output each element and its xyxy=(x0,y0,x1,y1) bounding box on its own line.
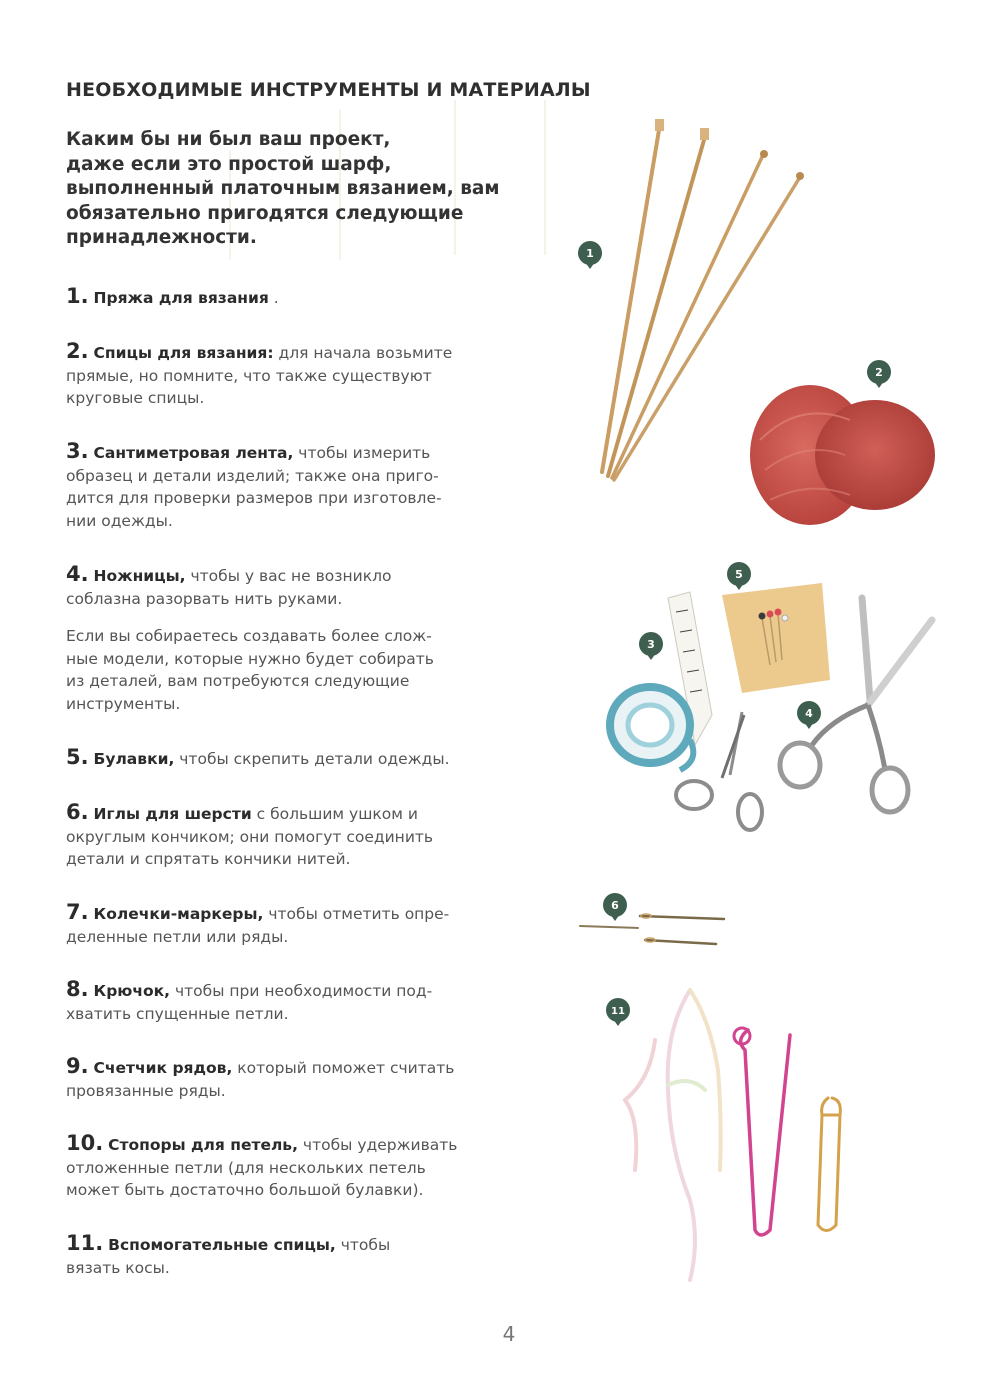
item-text: нии одежды. xyxy=(66,511,173,530)
item-term: Крючок, xyxy=(93,982,171,1000)
item-number: 5. xyxy=(66,745,89,769)
pins-fabric-image xyxy=(722,583,830,693)
paragraph-line: ные модели, которые нужно будет собирать xyxy=(66,649,434,668)
item-term: Колечки-маркеры, xyxy=(93,905,264,923)
tape-measure-image xyxy=(610,592,712,770)
item-text: для начала возьмите xyxy=(273,344,453,362)
item-term: Иглы для шерсти xyxy=(93,805,252,823)
item-text: прямые, но помните, что также существуют xyxy=(66,366,432,385)
badge-1 xyxy=(578,241,602,269)
item-text: круговые спицы. xyxy=(66,389,205,407)
badge-3 xyxy=(639,632,663,660)
badge-label: 5 xyxy=(735,568,743,581)
badge-2 xyxy=(867,360,891,388)
item-term: Вспомогательные спицы, xyxy=(108,1236,336,1254)
item-text: округлым кончиком; они помогут соединить xyxy=(66,827,434,846)
item-text: соблазна разорвать нить руками. xyxy=(66,589,343,608)
item-text: чтобы скрепить детали одежды. xyxy=(174,750,450,768)
item-text: деленные петли или ряды. xyxy=(66,927,289,946)
paragraph-line: инструменты. xyxy=(66,694,181,713)
item-term: Счетчик рядов, xyxy=(93,1059,233,1077)
badge-label: 11 xyxy=(611,1006,625,1017)
page-heading: НЕОБХОДИМЫЕ ИНСТРУМЕНТЫ И МАТЕРИАЛЫ xyxy=(66,79,591,101)
item-term: Сантиметровая лента, xyxy=(93,444,294,462)
page-number: 4 xyxy=(502,1322,516,1346)
badge-label: 2 xyxy=(875,366,883,379)
item-number: 3. xyxy=(66,439,89,463)
item-text: отложенные петли (для нескольких петель xyxy=(66,1158,426,1177)
intro-line: Каким бы ни был ваш проект, xyxy=(66,129,391,150)
badge-5 xyxy=(727,562,751,590)
item-number: 6. xyxy=(66,800,89,824)
item-text: может быть достаточно большой булавки). xyxy=(66,1181,424,1199)
item-text: чтобы отметить опре- xyxy=(263,905,450,923)
item-text: хватить спущенные петли. xyxy=(66,1004,289,1023)
item-text: чтобы у вас не возникло xyxy=(185,567,392,585)
item-text: чтобы удерживать xyxy=(298,1136,458,1154)
badge-label: 1 xyxy=(586,247,594,260)
item-term: Спицы для вязания: xyxy=(93,344,274,362)
item-number: 8. xyxy=(66,977,89,1001)
intro-line: принадлежности. xyxy=(66,227,257,248)
badge-6 xyxy=(603,893,627,921)
item-text: чтобы измерить xyxy=(293,444,431,462)
item-number: 1. xyxy=(66,284,89,308)
item-term: Булавки, xyxy=(93,750,175,768)
item-text: дится для проверки размеров при изготовле- xyxy=(66,489,442,507)
intro-line: обязательно пригодятся следующие xyxy=(66,202,464,224)
item-text: провязанные ряды. xyxy=(66,1081,226,1100)
item-number: 9. xyxy=(66,1054,89,1078)
item-text: с большим ушком и xyxy=(251,805,418,823)
item-number: 2. xyxy=(66,339,89,363)
item-number: 4. xyxy=(66,562,89,586)
item-text: чтобы xyxy=(335,1236,391,1254)
item-term: Стопоры для петель, xyxy=(108,1136,298,1154)
badge-4 xyxy=(797,701,821,729)
cable-needles-image xyxy=(625,990,840,1280)
item-text: . xyxy=(268,289,279,307)
item-text: образец и детали изделий; также она приго- xyxy=(66,466,439,485)
item-number: 10. xyxy=(66,1131,104,1155)
paragraph-line: Если вы собираетесь создавать более слож- xyxy=(66,627,432,645)
badge-11 xyxy=(606,998,630,1026)
yarn-balls-image xyxy=(750,385,935,525)
item-text: чтобы при необходимости под- xyxy=(170,982,433,1000)
intro-line: выполненный платочным вязанием, вам xyxy=(66,178,500,199)
badge-label: 6 xyxy=(611,899,619,912)
item-text: который поможет считать xyxy=(232,1059,455,1077)
item-number: 11. xyxy=(66,1231,104,1255)
item-text: вязать косы. xyxy=(66,1258,170,1277)
badge-label: 4 xyxy=(805,707,813,720)
badge-label: 3 xyxy=(647,638,655,651)
item-term: Ножницы, xyxy=(93,567,186,585)
item-number: 7. xyxy=(66,900,89,924)
item-term: Пряжа для вязания xyxy=(93,289,269,307)
item-text: детали и спрятать кончики нитей. xyxy=(66,850,351,868)
paragraph-line: из деталей, вам потребуются следующие xyxy=(66,672,410,690)
wool-needles-image xyxy=(580,914,724,944)
intro-line: даже если это простой шарф, xyxy=(66,153,392,175)
